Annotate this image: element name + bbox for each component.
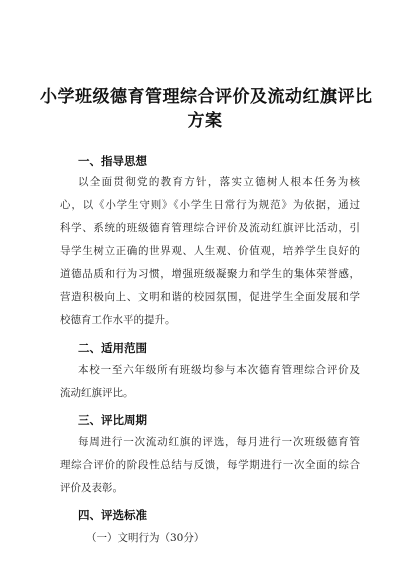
document-title-line-1: 小学班级德育管理综合评价及流动红旗评比 (40, 87, 373, 107)
section-heading-cycle: 三、评比周期 (78, 413, 147, 427)
paragraph-line: 道德品质和行为习惯，增强班级凝聚力和学生的集体荣誉感， (60, 268, 360, 280)
paragraph-line: 以全面贯彻党的教育方针，落实立德树人根本任务为核 (78, 176, 360, 188)
paragraph-line: 评价及表彰。 (60, 482, 123, 494)
section-heading-criteria: 四、评选标准 (78, 508, 147, 522)
document-title-line-2: 方案 (187, 111, 223, 131)
paragraph-line: 科学、系统的班级德育管理综合评价及流动红旗评比活动，引 (60, 222, 360, 234)
paragraph-line: 校德育工作水平的提升。 (60, 314, 176, 326)
paragraph-line: 每周进行一次流动红旗的评选，每月进行一次班级德育管 (78, 436, 360, 448)
subsection-heading-civilized-behavior: （一）文明行为（30分） (86, 532, 205, 544)
paragraph-line: 心，以《小学生守则》《小学生日常行为规范》为依据，通过 (60, 199, 360, 211)
section-heading-scope: 二、适用范围 (78, 341, 147, 355)
paragraph-line: 理综合评价的阶段性总结与反馈，每学期进行一次全面的综合 (60, 459, 360, 471)
paragraph-line: 本校一至六年级所有班级均参与本次德育管理综合评价及 (78, 364, 360, 376)
paragraph-line: 流动红旗评比。 (60, 387, 134, 399)
paragraph-line: 导学生树立正确的世界观、人生观、价值观，培养学生良好的 (60, 245, 360, 257)
section-heading-guiding-ideology: 一、指导思想 (78, 154, 147, 168)
paragraph-line: 营造积极向上、文明和谐的校园氛围，促进学生全面发展和学 (60, 291, 360, 303)
